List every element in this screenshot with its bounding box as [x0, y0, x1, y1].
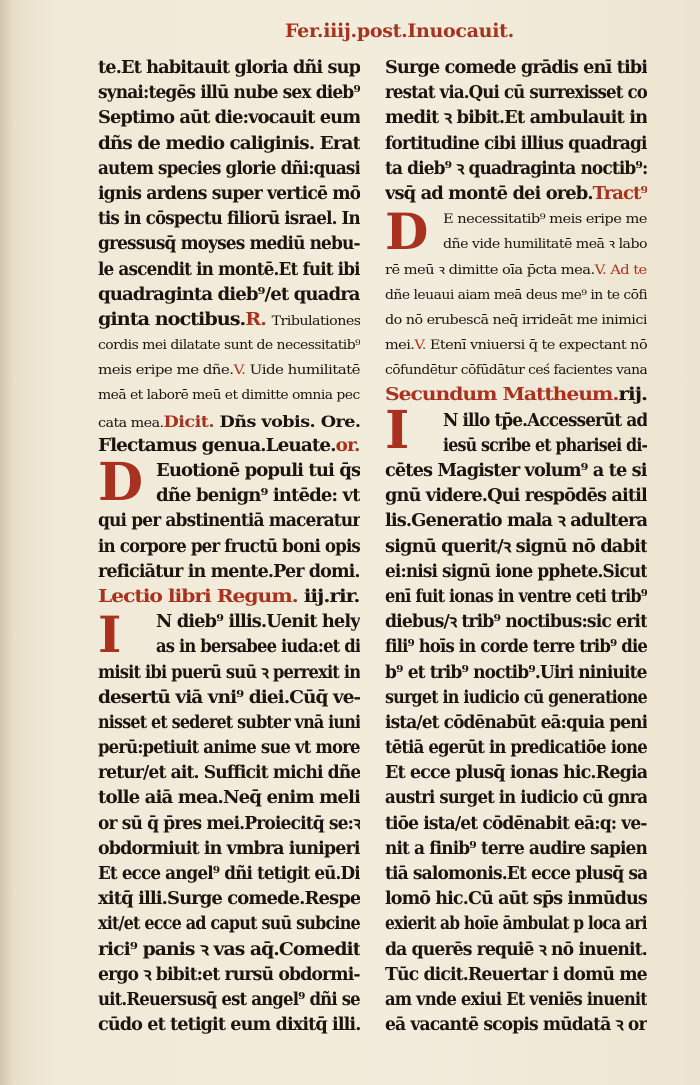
small-line: do nō erubescā neq̄ irrideāt me inimici — [385, 312, 647, 328]
small-line — [98, 409, 360, 434]
text-line: perū:petiuit anime sue vt more — [98, 738, 360, 759]
text-line: exierit ab hoīe āmbulat p loca ari — [385, 914, 647, 935]
text-line: lomō hic.Cū aūt sp̄s inmūdus — [385, 889, 647, 910]
text-line: N illo tp̄e.Accesserūt ad — [443, 410, 647, 431]
text-line: Euotionē populi tui q̄s — [156, 461, 360, 481]
rubric-r: R. — [245, 309, 272, 330]
text-line: xit/et ecce ad caput suū subcine — [98, 914, 360, 935]
text-line: fili⁹ hoīs in corde terre trib⁹ die — [385, 637, 647, 658]
text-line: cētes Magister volum⁹ a te si — [385, 461, 647, 481]
small-line: dñe leuaui aiam meā deus me⁹ in te cōfi — [385, 287, 647, 303]
small-line: meā et laborē meū et dimitte omnia pec — [98, 388, 360, 404]
text-line: tiōe ista/et cōdēnabit eā:q: ve- — [385, 813, 647, 834]
text-line: iesū scribe et pharisei di- — [443, 435, 647, 456]
text-line: xitq̄ illi.Surge comede.Respe — [98, 889, 360, 910]
text-line: restat via.Qui cū surrexisset co — [385, 83, 647, 104]
rubric-v: V. — [233, 363, 250, 379]
text-line: te.Et habitauit gloria dñi sup — [98, 58, 360, 78]
gospel-rubric: Secundum Mattheum. — [385, 385, 619, 406]
text-line: b⁹ et trib⁹ noctib⁹.Uiri niniuite — [385, 662, 647, 683]
text-line: Septimo aūt die:vocauit eum — [98, 108, 360, 129]
gospel-heading — [385, 383, 647, 408]
lectio-rubric: Lectio libri Regum. — [98, 586, 298, 607]
text-line: tētiā egerūt in predicatiōe ione — [385, 738, 647, 759]
drop-capital-i: I — [98, 605, 122, 665]
text-line: Et ecce angel⁹ dñi tetigit eū.Di — [98, 864, 360, 884]
text-line: nisset et sederet subter vnā iuni — [98, 712, 360, 733]
text-line: desertū viā vni⁹ diei.Cūq̄ ve- — [98, 687, 360, 708]
text-line: enī fuit ionas in ventre ceti trib⁹ — [385, 586, 647, 607]
page-gutter-shadow — [0, 0, 14, 1085]
text-line: gressusq̄ moyses mediū nebu- — [98, 234, 360, 255]
text-span: rē meū ꝛ dimitte oīa p̄cta mea. — [385, 262, 595, 278]
text-line: lis.Generatio mala ꝛ adultera — [385, 511, 647, 532]
text-line: ignis ardens super verticē mō — [98, 183, 360, 204]
rubric-tractus: Tract⁹ — [592, 183, 647, 204]
drop-capital-d: D — [98, 452, 144, 513]
text-line: as in bersabee iuda:et di — [156, 637, 360, 658]
text-line: diebus/ꝛ trib⁹ noctibus:sic erit — [385, 612, 647, 633]
text-span: meis eripe me dñe. — [98, 363, 234, 379]
lectio-heading — [98, 585, 360, 610]
text-line: rici⁹ panis ꝛ vas aq̄.Comedit — [98, 939, 360, 960]
text-line: synai:tegēs illū nube sex dieb⁹ — [98, 83, 360, 104]
text-line: am vnde exiui Et veniēs inuenit — [385, 989, 647, 1010]
small-line: cōfundētur cōfūdātur ceś facientes vana — [385, 363, 647, 379]
text-span: Flectamus genua.Leuate. — [98, 435, 336, 456]
text-line: ergo ꝛ bibit:et rursū obdormi- — [98, 964, 360, 985]
text-line: nit a finib⁹ terre audire sapien — [385, 838, 647, 859]
text-line: eā vacantē scopis mūdatā ꝛ or — [385, 1015, 647, 1036]
text-line: uit.Reuersusq̄ est angel⁹ dñi se — [98, 989, 360, 1010]
text-line: reficiātur in mente.Per domi. — [98, 561, 360, 582]
text-line: ista/et cōdēnabūt eā:quia peni — [385, 712, 647, 733]
text-line: misit ibi puerū suū ꝛ perrexit in — [98, 662, 360, 683]
small-line: cordis mei dilatate sunt de necessitatib⁹ — [98, 338, 360, 354]
tract-block — [385, 202, 647, 383]
text-line: da querēs requiē ꝛ nō inuenit. — [385, 939, 647, 960]
text-line: autem species glorie dñi:quasi — [98, 158, 360, 179]
text-line: tolle aiā mea.Neq̄ enim meli — [98, 788, 360, 809]
left-column — [98, 56, 360, 1038]
text-line: retur/et ait. Sufficit michi dñe — [98, 763, 360, 784]
text-line: quadraginta dieb⁹/et quadra — [98, 284, 360, 305]
gospel-block — [385, 399, 647, 1039]
drop-capital-d: D — [385, 202, 429, 262]
text-span: vsq̄ ad montē dei oreb. — [385, 183, 593, 204]
drop-capital-i: I — [385, 399, 410, 461]
text-line: ta dieb⁹ ꝛ quadraginta noctib⁹: — [385, 158, 647, 179]
text-span: Uide humilitatē — [249, 363, 360, 379]
text-span: ginta noctibus. — [98, 309, 246, 330]
rubric-or: or. — [335, 435, 360, 456]
running-header: Fer.iiij.post.Inuocauit. — [285, 20, 514, 42]
right-column — [385, 56, 647, 1038]
text-line: N dieb⁹ illis.Uenit hely — [156, 612, 360, 633]
text-span: Dñs vobis. Ore. — [213, 411, 360, 431]
text-line: medit ꝛ bibit.Et ambulauit in — [385, 108, 647, 129]
responsory-line — [98, 308, 360, 333]
text-line: gnū videre.Qui respōdēs aitil — [385, 486, 647, 507]
text-span: cata mea. — [98, 415, 164, 431]
text-line: dñe benign⁹ intēde: vt — [156, 486, 360, 507]
responsory-text: Tribulationes — [271, 313, 360, 329]
small-line — [98, 358, 360, 383]
small-line: dñe vide humilitatē meā ꝛ labo — [443, 237, 647, 253]
rubric-dicit: Dicit. — [163, 411, 214, 431]
gospel-ref: rij. — [618, 385, 647, 406]
text-line: ei:nisi signū ione pphete.Sicut — [385, 561, 647, 582]
text-line: or sū q̄ p̄res mei.Proiecitq̄ se:ꝛ — [98, 813, 360, 834]
text-line: in corpore per fructū boni opis — [98, 536, 360, 557]
text-line: le ascendit in montē.Et fuit ibi — [98, 259, 360, 280]
oration-block — [98, 452, 360, 585]
text-line: dñs de medio caliginis. Erat — [98, 133, 360, 154]
text-line: austri surget in iudicio cū gnra — [385, 788, 647, 809]
text-span: mei. — [385, 338, 415, 354]
text-line: Tūc dicit.Reuertar i domū me — [385, 964, 647, 985]
text-line: signū querit/ꝛ signū nō dabit — [385, 536, 647, 557]
text-line: Et ecce plusq̄ ionas hic.Regia — [385, 763, 647, 784]
text-line: tiā salomonis.Et ecce plusq̄ sa — [385, 864, 647, 884]
small-line — [385, 258, 647, 283]
text-line: Surge comede grādis enī tibi — [385, 58, 647, 78]
lectio-ref: iij.rir. — [297, 586, 360, 607]
text-line: qui per abstinentiā maceratur — [98, 511, 360, 532]
text-line: cūdo et tetigit eum dixitq̄ illi. — [98, 1015, 360, 1036]
text-span: Etenī vniuersi q̄ te expectant nō — [429, 338, 647, 354]
text-line: fortitudine cibi illius quadragi — [385, 133, 647, 154]
small-line: E necessitatib⁹ meis eripe me — [443, 212, 647, 228]
text-line: surget in iudicio cū generatione — [385, 687, 647, 708]
text-line: obdormiuit in vmbra iuniperi — [98, 838, 360, 859]
rubric-v: V. — [414, 338, 430, 354]
rubric-v: V. Ad te — [594, 262, 647, 278]
small-line — [385, 333, 647, 358]
text-line: tis in cōspectu filiorū israel. In — [98, 209, 360, 230]
lectio-block — [98, 605, 360, 1038]
